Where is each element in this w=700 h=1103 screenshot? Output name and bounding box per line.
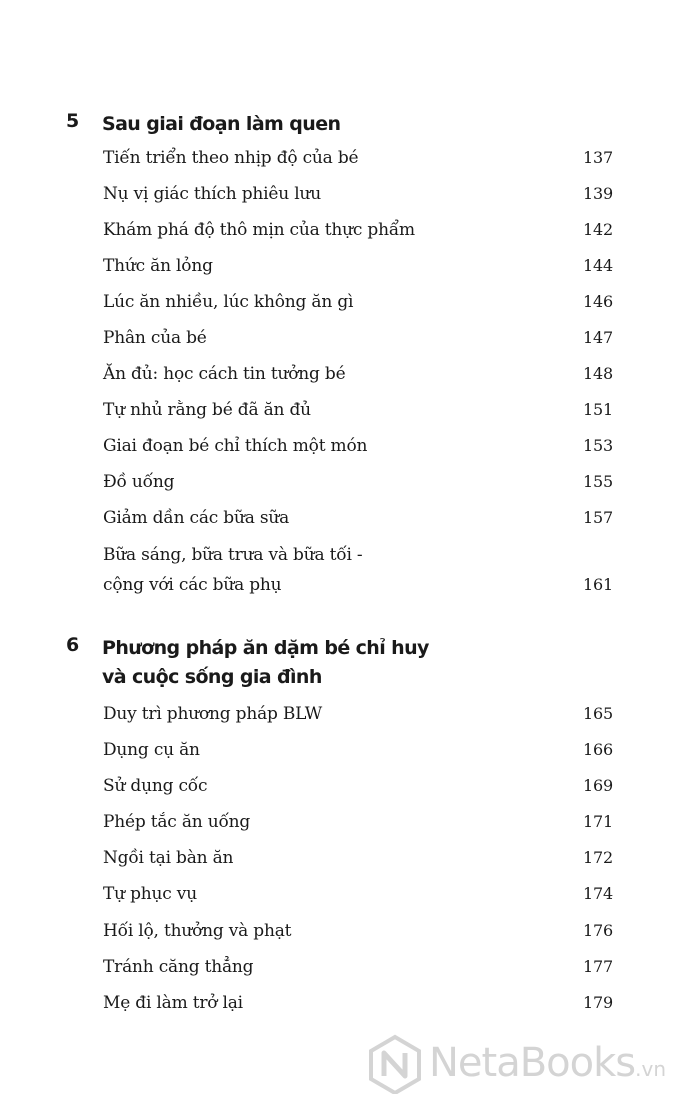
toc-entry-label: Ngồi tại bàn ăn: [103, 848, 234, 868]
toc-entry-page: 139: [583, 184, 613, 203]
toc-entry-label: Nụ vị giác thích phiêu lưu: [103, 184, 321, 204]
toc-entry-label: Ăn đủ: học cách tin tưởng bé: [103, 364, 346, 384]
chapter-title-line-2: và cuộc sống gia đình: [102, 666, 322, 688]
toc-entry[interactable]: [103, 955, 613, 979]
toc-entry-label: Hối lộ, thưởng và phạt: [103, 921, 292, 941]
toc-entry-label: Giảm dần các bữa sữa: [103, 508, 290, 528]
chapter-number: 6: [66, 634, 79, 656]
chapter-title: Sau giai đoạn làm quen: [102, 113, 341, 135]
toc-entry[interactable]: [103, 991, 613, 1015]
toc-entry-page: 146: [583, 292, 613, 311]
toc-entry[interactable]: [103, 540, 613, 600]
toc-entry-page: 169: [583, 776, 613, 795]
toc-entry-page: 148: [583, 364, 613, 383]
toc-entry-page: 161: [583, 575, 613, 594]
watermark-brand: NetaBooks: [429, 1040, 636, 1086]
toc-entry-page: 147: [583, 328, 613, 347]
toc-entry-page: 142: [583, 220, 613, 239]
toc-entry[interactable]: [103, 254, 613, 278]
toc-entry[interactable]: [103, 470, 613, 494]
toc-entry[interactable]: [103, 882, 613, 906]
toc-entry-page: 171: [583, 812, 613, 831]
toc-entry-page: 155: [583, 472, 613, 491]
toc-entry[interactable]: [103, 362, 613, 386]
toc-entry-page: 177: [583, 957, 613, 976]
chapter-title-line-1: Phương pháp ăn dặm bé chỉ huy: [102, 637, 429, 659]
netabooks-logo-icon: [365, 1034, 425, 1094]
netabooks-watermark: [365, 1034, 695, 1094]
toc-entry-label: Tiến triển theo nhịp độ của bé: [103, 148, 359, 168]
toc-entry[interactable]: [103, 702, 613, 726]
toc-entry-label: Đồ uống: [103, 472, 175, 492]
toc-entry[interactable]: [103, 290, 613, 314]
toc-entry[interactable]: [103, 774, 613, 798]
toc-entry-label: Tự nhủ rằng bé đã ăn đủ: [103, 400, 311, 420]
toc-entry[interactable]: [103, 846, 613, 870]
toc-entry[interactable]: [103, 182, 613, 206]
toc-entry[interactable]: [103, 919, 613, 943]
chapter-number: 5: [66, 110, 79, 132]
toc-entry-label: Phân của bé: [103, 328, 207, 348]
toc-entry-label: Giai đoạn bé chỉ thích một món: [103, 436, 368, 456]
toc-entry-page: 174: [583, 884, 613, 903]
toc-entry-label: Dụng cụ ăn: [103, 740, 200, 760]
watermark-suffix: .vn: [635, 1057, 666, 1081]
toc-entry-label: Sử dụng cốc: [103, 776, 208, 796]
toc-entry[interactable]: [103, 810, 613, 834]
toc-entry-page: 176: [583, 921, 613, 940]
toc-entry-label: Mẹ đi làm trở lại: [103, 993, 243, 1013]
toc-entry-page: 179: [583, 993, 613, 1012]
toc-entry[interactable]: [103, 218, 613, 242]
toc-entry-page: 157: [583, 508, 613, 527]
watermark-text: [429, 1040, 666, 1086]
toc-entry[interactable]: [103, 434, 613, 458]
toc-entry-label: Thức ăn lỏng: [103, 256, 213, 276]
toc-entry-page: 137: [583, 148, 613, 167]
toc-entry-label: Tránh căng thẳng: [103, 957, 254, 977]
toc-entry-page: 151: [583, 400, 613, 419]
toc-entry-label: Khám phá độ thô mịn của thực phẩm: [103, 220, 415, 240]
toc-entry-page: 153: [583, 436, 613, 455]
toc-entry-label: Tự phục vụ: [103, 884, 197, 904]
toc-entry-label: Lúc ăn nhiều, lúc không ăn gì: [103, 292, 354, 312]
toc-entry-label-line-1: Bữa sáng, bữa trưa và bữa tối -: [103, 545, 363, 565]
chapter-title: [102, 634, 522, 692]
toc-entry[interactable]: [103, 738, 613, 762]
toc-entry-label: Duy trì phương pháp BLW: [103, 704, 323, 724]
toc-entry-page: 166: [583, 740, 613, 759]
toc-entry[interactable]: [103, 146, 613, 170]
toc-entry-page: 144: [583, 256, 613, 275]
toc-entry[interactable]: [103, 506, 613, 530]
toc-entry-page: 165: [583, 704, 613, 723]
toc-entry-label: Phép tắc ăn uống: [103, 812, 251, 832]
toc-entry[interactable]: [103, 398, 613, 422]
toc-entry[interactable]: [103, 326, 613, 350]
toc-entry-label-line-2: cộng với các bữa phụ: [103, 575, 282, 595]
toc-entry-page: 172: [583, 848, 613, 867]
